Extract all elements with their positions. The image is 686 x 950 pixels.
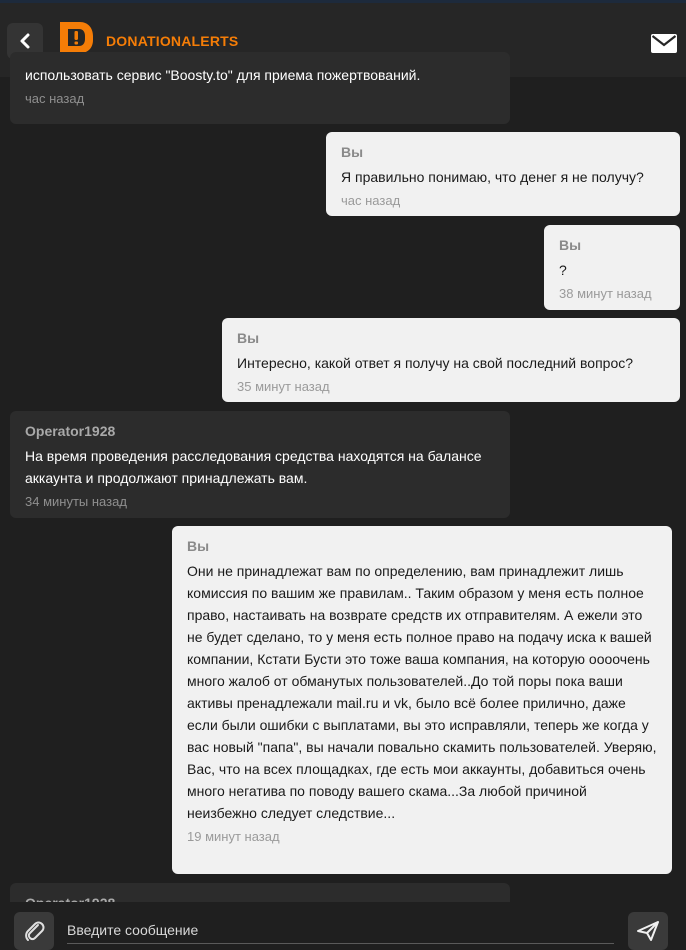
message-author: Вы [341, 144, 364, 160]
message-mine [172, 526, 672, 874]
message-mine [326, 132, 680, 216]
brand-name[interactable]: DONATIONALERTS [106, 33, 239, 49]
message-text: Интересно, какой ответ я получу на свой последний вопрос? [237, 355, 634, 371]
message-operator [10, 411, 510, 518]
message-time: час назад [25, 91, 85, 106]
attach-button[interactable] [14, 912, 54, 950]
message-author: Operator1928 [25, 423, 116, 439]
message-text: На время проведения расследования средства находятся на балансе аккаунта и продолжают принадлежать вам. [25, 448, 482, 486]
message-text: Они не принадлежат вам по определению, вам принадлежит лишь комиссия по вашим же правилам.. Таким образом у меня есть полное право, настаивать на возврате средств их отправителям. А ежели это не будет сделано, то у меня есть полное право на подачу иска к вашей компании, Кстати Бусти это тоже ваша компания, на которую оооочень много жалоб от обманутых пользователей..До той поры пока ваши активы пренадлежали mail.ru и vk, было всё более прилично, даже если были ошибки с выплатами, вы это исправляли, теперь же когда у вас новый "папа", вы начали повально скамить пользователей. Уверяю, Вас, что на всех площадках, где есть мои аккаунты, добавиться очень много негатива по поводу вашего скама...За любой причиной неизбежно следует следствие... [187, 563, 657, 821]
message-operator [10, 52, 510, 124]
message-time: час назад [341, 193, 401, 208]
message-mine [544, 225, 680, 310]
message-time: 35 минут назад [237, 379, 330, 394]
message-composer [0, 902, 686, 948]
message-text: использовать сервис "Boosty.to" для приема пожертвований. [25, 67, 421, 83]
message-time: 19 минут назад [187, 829, 280, 844]
paperclip-icon [23, 919, 45, 943]
message-author: Вы [237, 330, 260, 346]
message-text: ? [559, 262, 567, 278]
chat-history[interactable] [0, 67, 686, 902]
message-time: 38 минут назад [559, 286, 652, 301]
message-time: 34 минуты назад [25, 494, 127, 509]
message-mine [222, 318, 680, 402]
send-button[interactable] [628, 912, 668, 950]
message-input[interactable] [67, 916, 614, 944]
message-author: Вы [559, 237, 582, 253]
chevron-left-icon [18, 33, 32, 49]
message-author: Вы [187, 538, 210, 554]
message-text: Я правильно понимаю, что денег я не получу? [341, 169, 644, 185]
send-icon [636, 920, 660, 942]
envelope-icon[interactable] [651, 34, 677, 53]
